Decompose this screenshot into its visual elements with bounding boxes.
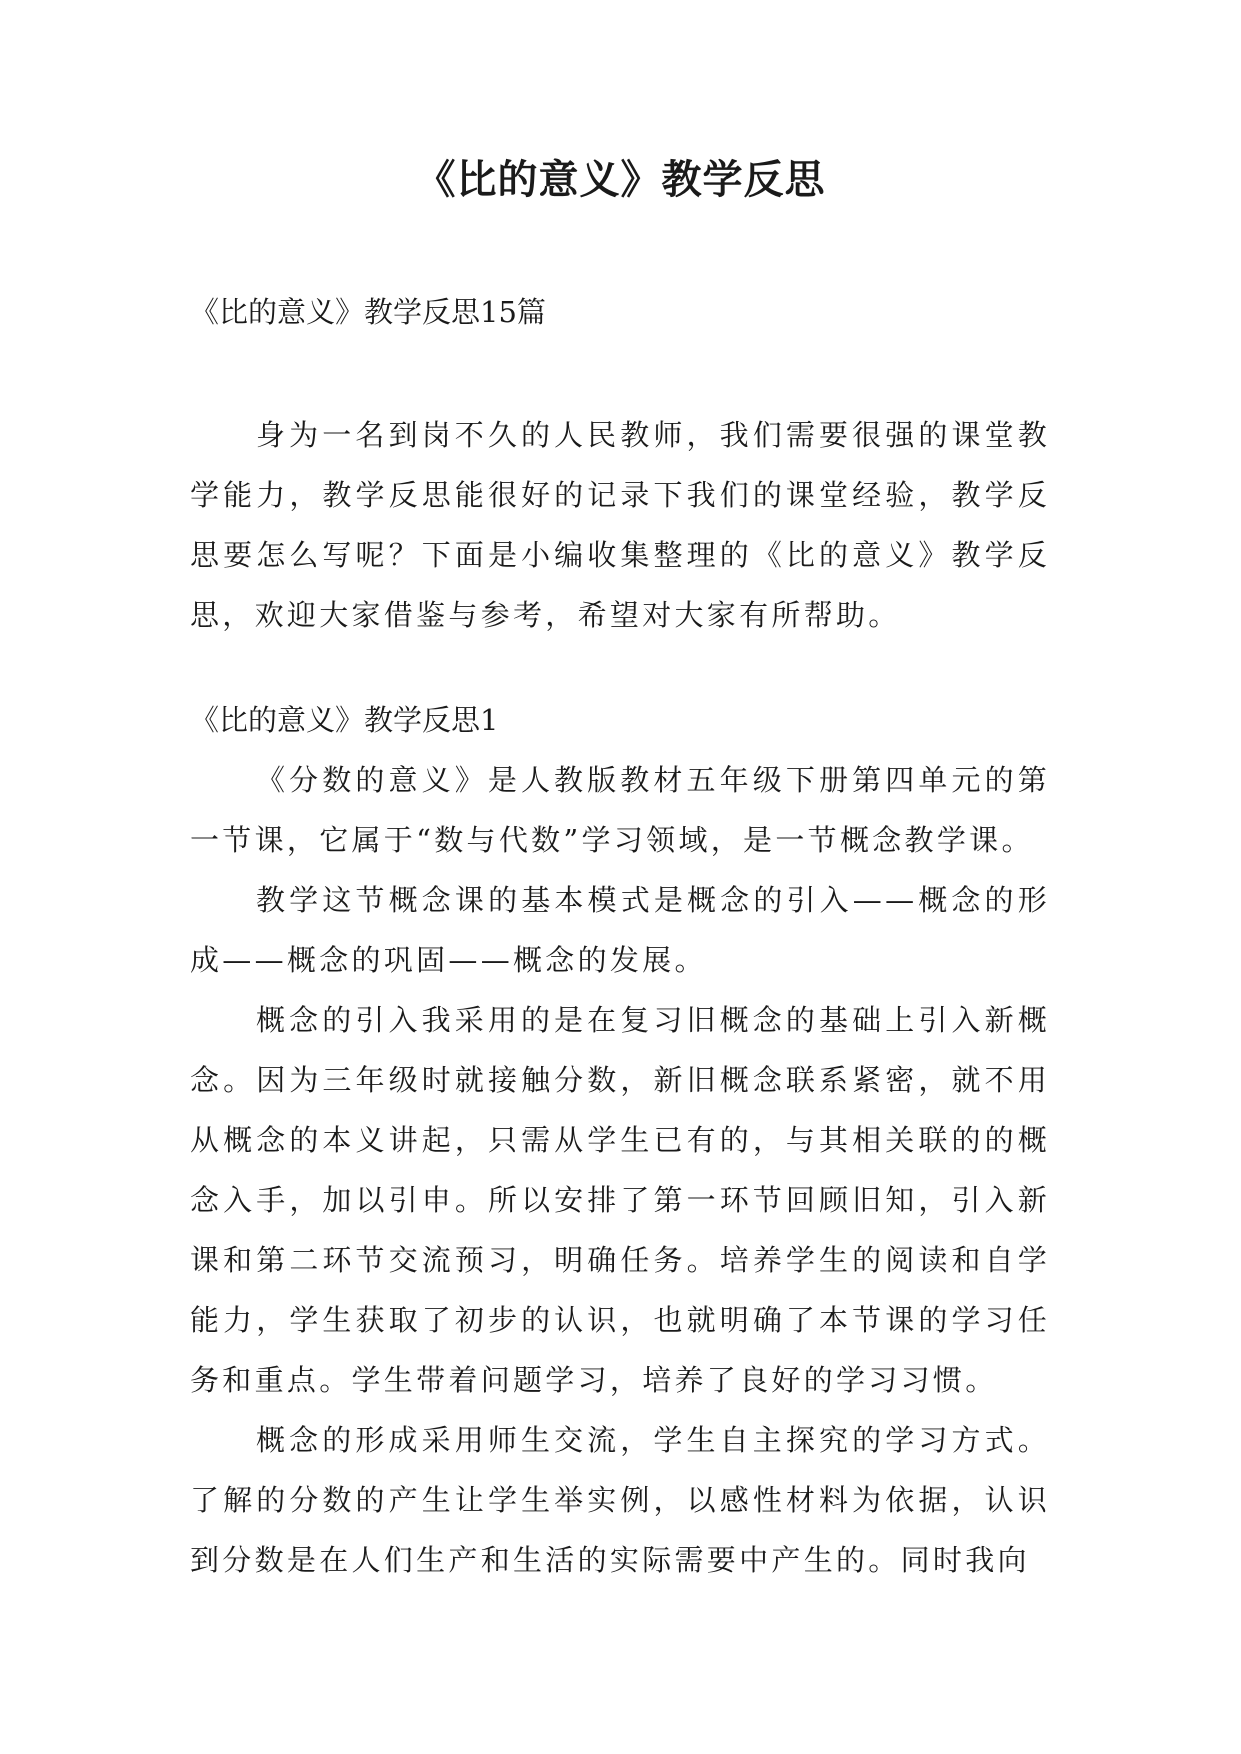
body-paragraph-1: 《分数的意义》是人教版教材五年级下册第四单元的第一节课，它属于“数与代数”学习领域，是一节概念教学课。	[190, 763, 1050, 857]
body-paragraph-3: 概念的引入我采用的是在复习旧概念的基础上引入新概念。因为三年级时就接触分数，新旧概念联系紧密，就不用从概念的本义讲起，只需从学生已有的，与其相关联的的概念入手，加以引申。所以安排了第一环节回顾旧知，引入新课和第二环节交流预习，明确任务。培养学生的阅读和自学能力，学生获取了初步的认识，也就明确了本节课的学习任务和重点。学生带着问题学习，培养了良好的学习习惯。	[190, 1003, 1050, 1397]
document-title: 《比的意义》教学反思	[415, 157, 826, 203]
section-1	[190, 700, 1050, 1590]
body-paragraph-2: 教学这节概念课的基本模式是概念的引入——概念的形成——概念的巩固——概念的发展。	[190, 883, 1050, 977]
intro-paragraph: 身为一名到岗不久的人民教师，我们需要很强的课堂教学能力，教学反思能很好的记录下我们的课堂经验，教学反思要怎么写呢？下面是小编收集整理的《比的意义》教学反思，欢迎大家借鉴与参考，希望对大家有所帮助。	[190, 418, 1050, 632]
document-subtitle: 《比的意义》教学反思15篇	[190, 295, 546, 329]
section-heading: 《比的意义》教学反思1	[190, 703, 499, 737]
body-paragraph-4: 概念的形成采用师生交流，学生自主探究的学习方式。了解的分数的产生让学生举实例，以感性材料为依据，认识到分数是在人们生产和生活的实际需要中产生的。同时我向	[190, 1423, 1050, 1577]
